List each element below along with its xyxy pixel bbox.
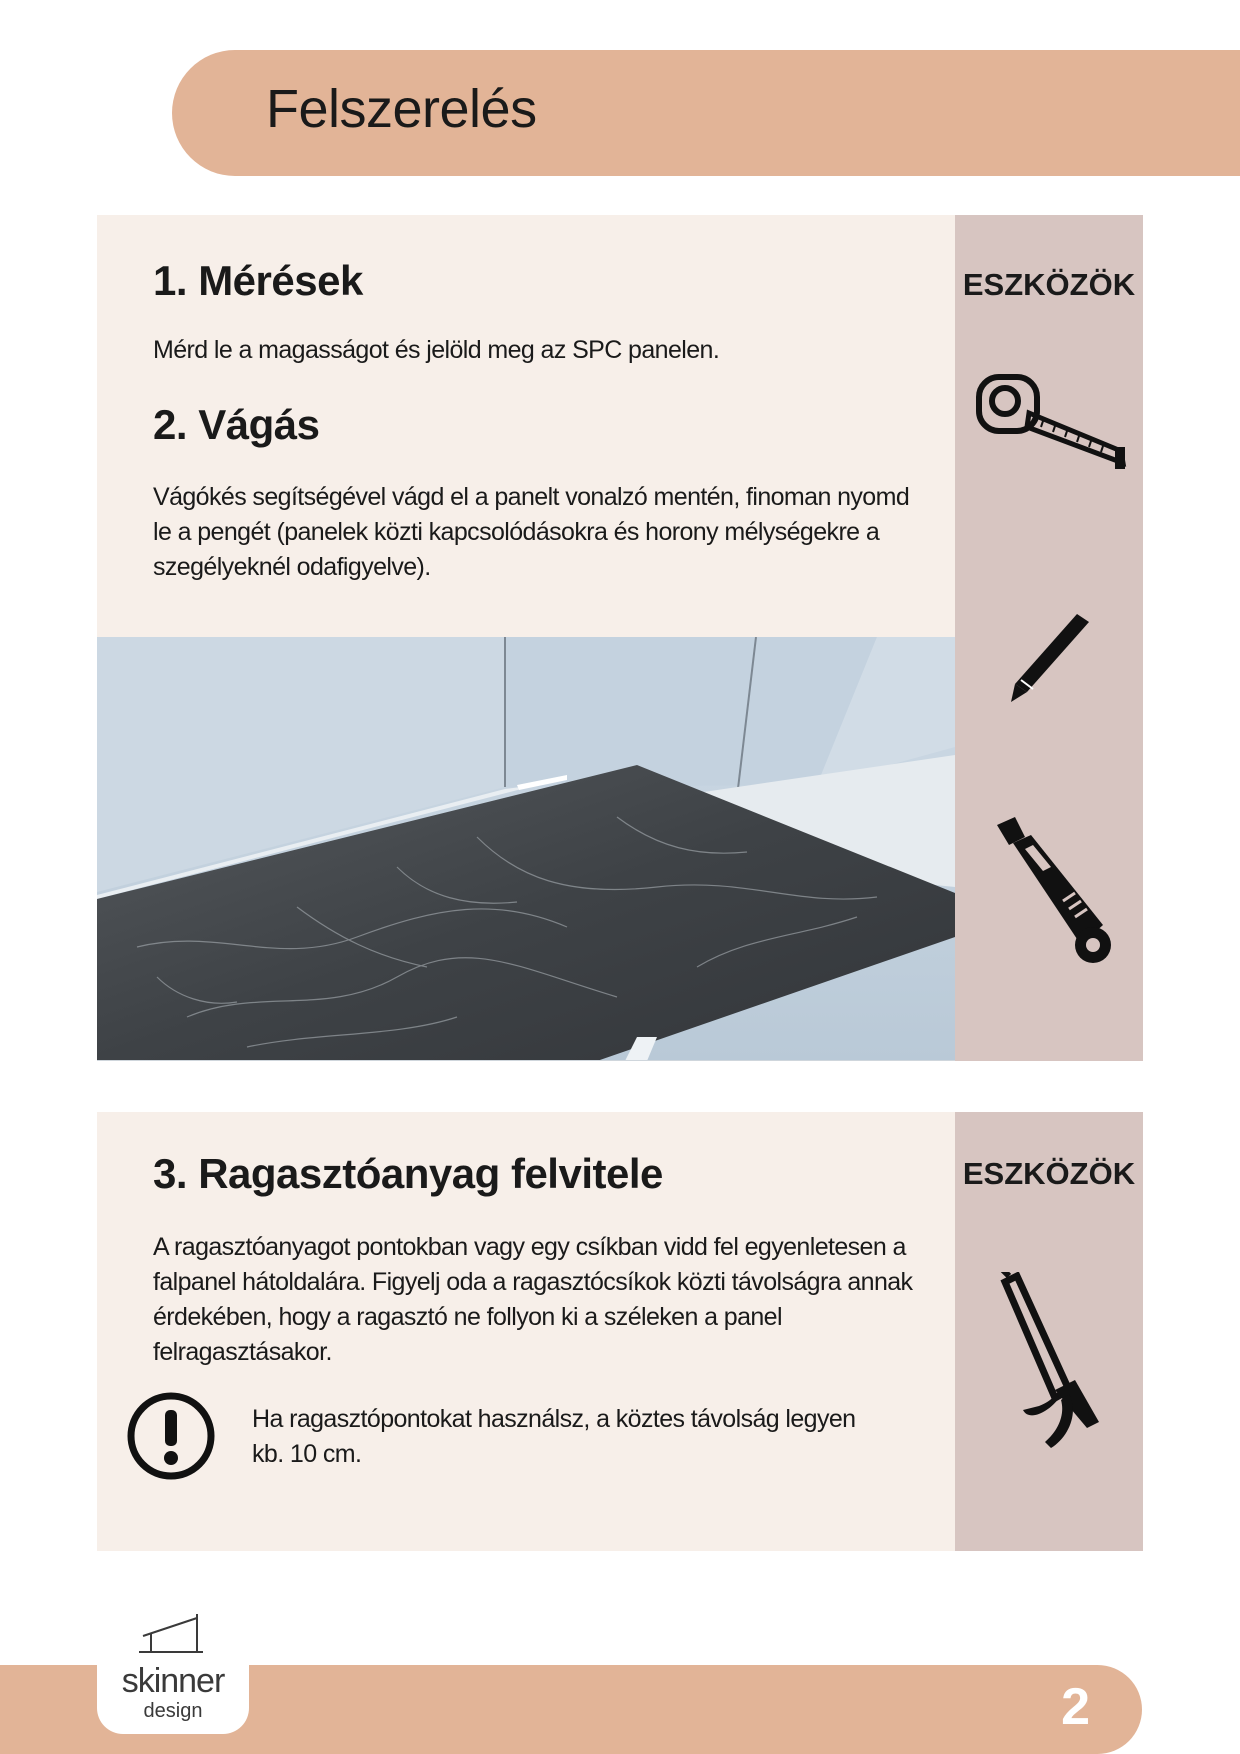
caulking-gun-icon [999, 1272, 1119, 1452]
pencil-icon [1005, 610, 1095, 705]
tools-label: ESZKÖZÖK [962, 267, 1136, 302]
tools-column [955, 1112, 1143, 1551]
exclamation-icon [125, 1390, 217, 1482]
step2-title: 2. Vágás [153, 401, 320, 448]
house-outline-icon [137, 1612, 205, 1658]
warning-text: Ha ragasztópontokat használsz, a köztes távolság legyen kb. 10 cm. [252, 1405, 856, 1468]
header-band [172, 50, 1240, 176]
step3-text: A ragasztóanyagot pontokban vagy egy csíkban vidd fel egyenletesen a falpanel hátoldalára. Figyelj oda a ragasztócsíkok közti távolságra annak érdekében, hogy a ragasztó ne follyon ki a széleken a panel felragasztásakor. [153, 1233, 913, 1366]
step1-text: Mérd le a magasságot és jelöld meg az SPC panelen. [153, 336, 720, 364]
step3-title: 3. Ragasztóanyag felvitele [153, 1150, 663, 1197]
section-adhesive [97, 1112, 1143, 1551]
step2-text: Vágókés segítségével vágd el a panelt vonalzó mentén, finoman nyomd le a pengét (panelek közti kapcsolódásokra és horony mélységekre a szegélyeknél odafigyelve). [153, 483, 910, 581]
logo-sub: design [143, 1700, 203, 1722]
page-title: Felszerelés [266, 79, 537, 139]
section-measure-cut [97, 215, 1143, 1061]
step1-title: 1. Mérések [153, 257, 363, 304]
tape-measure-icon [971, 365, 1133, 473]
logo [97, 1612, 249, 1734]
tools-column [955, 215, 1143, 1061]
tools-label: ESZKÖZÖK [962, 1156, 1136, 1191]
page-number: 2 [1061, 1678, 1090, 1736]
logo-name: skinner [121, 1662, 225, 1700]
utility-knife-icon [991, 815, 1121, 965]
panel-cutting-illustration [97, 637, 955, 1061]
